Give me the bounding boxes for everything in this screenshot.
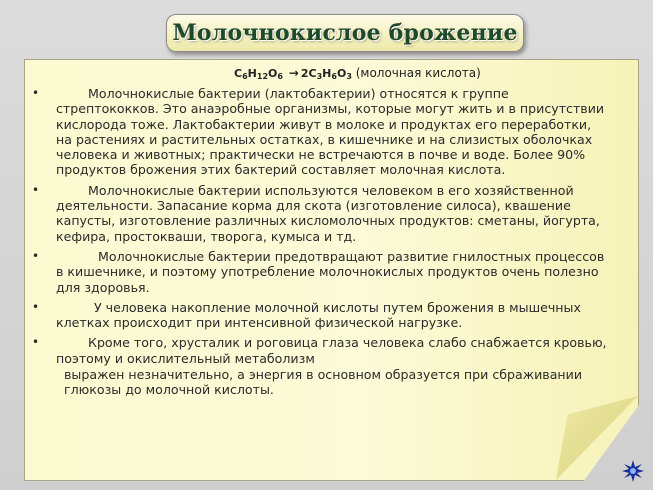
equation-note: (молочная кислота) (355, 66, 481, 80)
list-item (30, 183, 608, 244)
list-item-text: Молочнокислые бактерии предотвращают развитие гнилостных процессов в кишечнике, и поэтому употребление молочнокислых продуктов очень полезно для здоровья. (56, 248, 605, 295)
bullet-icon: • (32, 182, 40, 197)
reaction-arrow: → (288, 66, 299, 80)
bullet-icon: • (32, 299, 40, 314)
list-item (30, 300, 608, 331)
bullet-icon: • (32, 335, 40, 350)
bullet-icon: • (32, 248, 40, 263)
gear-icon (622, 460, 644, 482)
title-banner (166, 14, 524, 52)
reactant: $C_6H_{12}O_6$ (234, 67, 283, 81)
product: $2C_3H_6O_3$ (300, 67, 352, 81)
list-item-text: Молочнокислые бактерии используются человеком в его хозяйственной деятельности. Запасание корма для скота (изготовление силоса), квашение капусты, изготовление различных кисломолочных продуктов: сметаны, йогурта, кефира, простокваши, творога, кумыса и тд. (56, 182, 600, 244)
list-item (30, 86, 608, 178)
list-item-text: У человека накопление молочной кислоты путем брожения в мышечных клетках происходит при интенсивной физической нагрузке. (56, 299, 581, 331)
list-item-continuation: выражен незначительно, а энергия в основном образуется при сбраживании глюкозы до молочной кислоты. (64, 367, 583, 398)
bullet-icon: • (32, 86, 40, 100)
list-item-text: Кроме того, хрусталик и роговица глаза человека слабо снабжается кровью, поэтому и окислительный метаболизм (56, 335, 607, 366)
list-item (30, 335, 608, 366)
slide-title: Молочнокислое брожение (172, 20, 518, 46)
bullet-list (30, 86, 608, 403)
list-item (30, 249, 608, 295)
list-item-text: Молочнокислые бактерии (лактобактерии) относятся к группе стрептококков. Это анаэробные организмы, которые могут жить и в присутствии кислорода тоже. Лактобактерии живут в молоке и продуктах его переработки, на растениях и растительных остатках, в кишечнике и на слизистых оболочках человека и животных; практически не встречаются в почве и воде. Более 90% продуктов брожения этих бактерий составляет молочная кислота. (56, 86, 605, 178)
chemical-equation (234, 66, 481, 81)
